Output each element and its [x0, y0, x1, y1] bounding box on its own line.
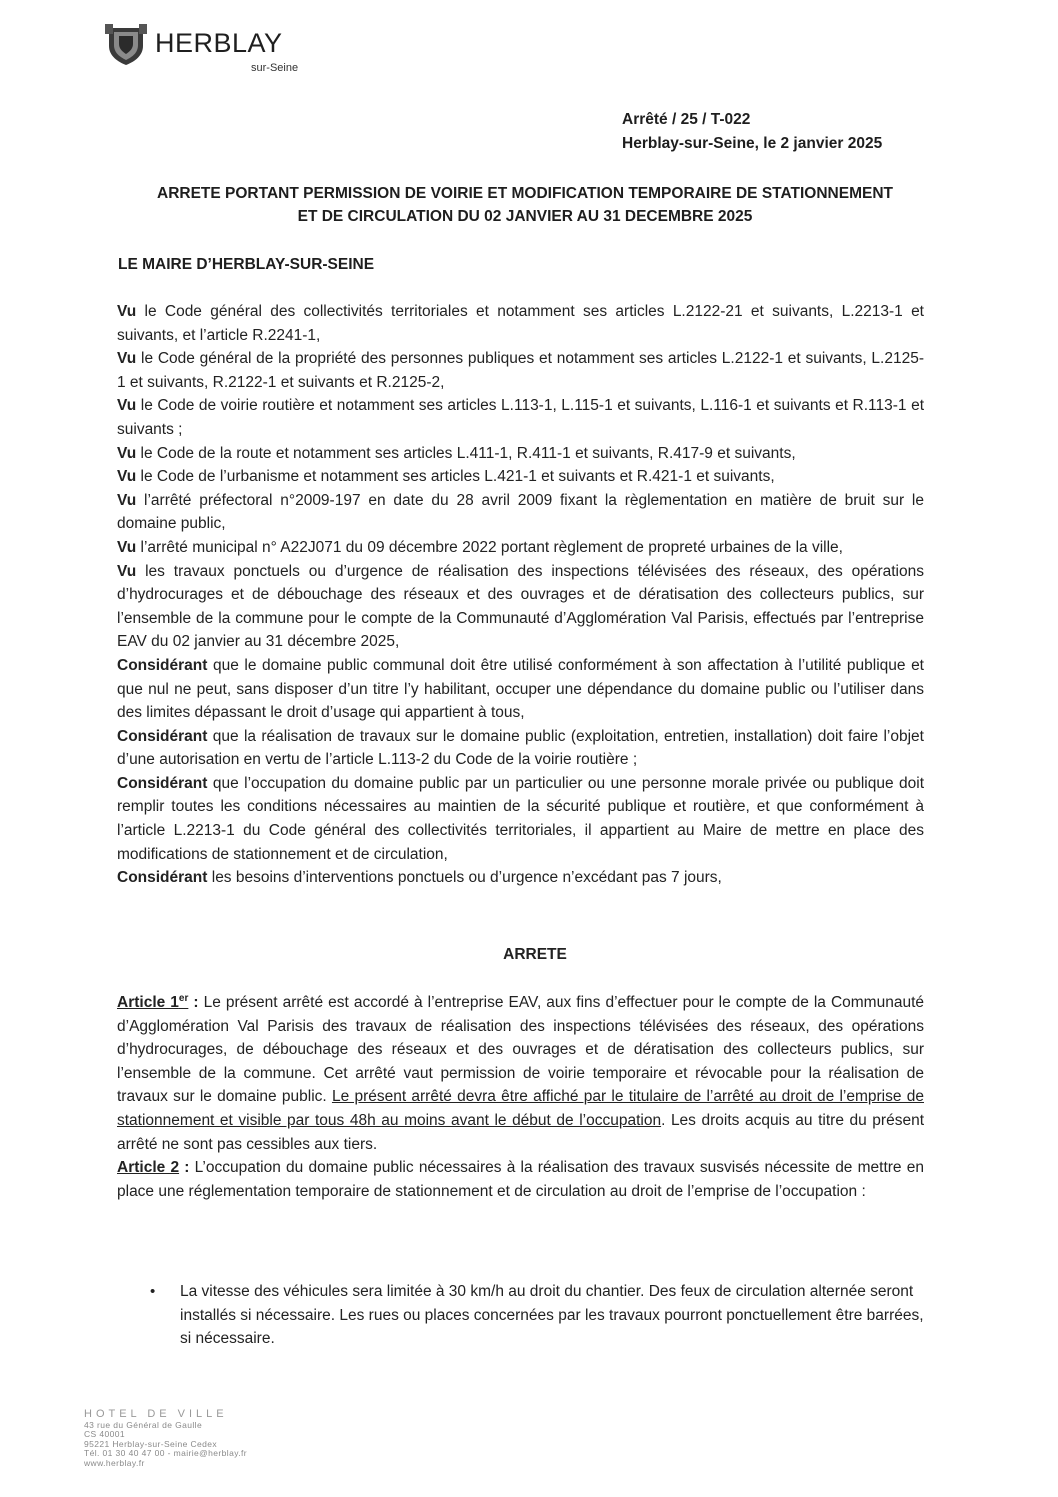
- recital-text: le Code général de la propriété des personnes publiques et notamment ses articles L.2122-1 et suivants, L.2125-1 et suivants, R.2122-1 et suivants et R.2125-2,: [117, 350, 924, 391]
- recital-item: [117, 866, 924, 890]
- footer-line: www.herblay.fr: [84, 1457, 145, 1468]
- bullet-icon: •: [150, 1283, 156, 1300]
- document-title: [110, 182, 940, 228]
- article-1-notice: Le présent arrêté devra être affiché par le titulaire de l’arrêté au droit de l’emprise de stationnement et visible par tous 48h au moins avant le début de l’occupation: [117, 1088, 924, 1129]
- article-1-text: Le présent arrêté est accordé à l’entreprise EAV, aux fins d’effectuer pour le compte de la Communauté d’Agglomération Val Parisis des travaux de réalisation des inspections télévisées des réseaux, des opérations d’hydrocurages, de débouchage des réseaux et des ouvrages et de dératisation des collecteurs publics, sur l’ensemble de la commune. Cet arrêté vaut permission de voirie temporaire et révocable pour la réalisation de travaux sur le domaine public.: [117, 994, 925, 1106]
- footer-line: Tél. 01 30 40 47 00 - mairie@herblay.fr: [84, 1448, 247, 1459]
- recital-item: [117, 300, 924, 347]
- decree-number: Arrêté / 25 / T-022: [622, 111, 751, 128]
- recital-text: que la réalisation de travaux sur le domaine public (exploitation, entretien, installation) doit faire l’objet d’une autorisation en vertu de l’article L.113-2 du Code de la voirie routière ;: [117, 727, 924, 769]
- articles-section: [117, 991, 924, 1203]
- recital-item: [117, 465, 924, 489]
- recital-lead: Vu: [117, 350, 137, 368]
- footer-line: CS 40001: [84, 1429, 126, 1440]
- recital-item: [117, 772, 924, 866]
- article-2: Article 2 : L’occupation du domaine public nécessaires à la réalisation des travaux susvisés nécessite de mettre en place une réglementation temporaire de stationnement et de circulation au droit de l’emprise de l’occupation :: [117, 1159, 924, 1200]
- recital-text: l’arrêté municipal n° A22J071 du 09 décembre 2022 portant règlement de propreté urbaines de la ville,: [136, 538, 843, 556]
- recital-lead: Vu: [117, 397, 137, 415]
- logo-subtitle: sur-Seine: [251, 62, 299, 74]
- recital-lead: Considérant: [117, 656, 208, 674]
- issuing-authority: LE MAIRE D’HERBLAY-SUR-SEINE: [118, 256, 375, 273]
- recital-item: [117, 560, 924, 654]
- footer-line: 95221 Herblay-sur-Seine Cedex: [84, 1438, 218, 1449]
- decree-reference-block: [622, 108, 882, 156]
- recital-item: [117, 442, 924, 466]
- recital-lead: Considérant: [117, 774, 208, 792]
- article-1-label: Article 1er: [117, 992, 189, 1011]
- recital-item: [117, 536, 924, 560]
- footer-address: [84, 1410, 384, 1469]
- recital-lead: Vu: [117, 562, 137, 580]
- article-1: Article 1er : Le présent arrêté est accordé à l’entreprise EAV, aux fins d’effectuer pour le compte de la Communauté d’Agglomération Val Parisis des travaux de réalisation des inspections télévisées des réseaux, des opérations d’hydrocurages, de débouchage des réseaux et des ouvrages et de dératisation des collecteurs publics, sur l’ensemble de la commune. Cet arrêté vaut permission de voirie temporaire et révocable pour la réalisation de travaux sur le domaine public. Le présent arrêté devra être affiché par le titulaire de l’arrêté au droit de l’emprise de stationnement et visible par tous 48h au moins avant le début de l’occupation. Les droits acquis au titre du présent arrêté ne sont pas cessibles aux tiers.: [117, 992, 925, 1153]
- place-and-date: Herblay-sur-Seine, le 2 janvier 2025: [622, 135, 883, 152]
- recital-text: le Code de la route et notamment ses articles L.411-1, R.411-1 et suivants, R.417-9 et suivants,: [136, 444, 796, 462]
- recital-text: les besoins d’interventions ponctuels ou d’urgence n’excédant pas 7 jours,: [207, 869, 722, 887]
- arrete-heading: ARRETE: [503, 946, 567, 963]
- recital-text: que le domaine public communal doit être utilisé conformément à son affectation à l’utilité publique et que nul ne peut, sans disposer d’un titre l’y habilitant, occuper une dépendance du domaine public ou l’utiliser dans des limites dépassant le droit d’usage qui appartient à tous,: [117, 656, 924, 722]
- recital-lead: Considérant: [117, 869, 208, 887]
- recital-item: [117, 489, 924, 536]
- article-2-label: Article 2: [117, 1159, 180, 1177]
- speed-limit-measure: La vitesse des véhicules sera limitée à 30 km/h au droit du chantier. Des feux de circulation alternée seront installés si nécessaire. Les rues ou places concernées par les travaux pourront ponctuellement être barrées, si nécessaire.: [180, 1283, 924, 1348]
- footer-line: 43 rue du Général de Gaulle: [84, 1419, 203, 1430]
- recital-item: [117, 725, 924, 772]
- recital-lead: Vu: [117, 468, 137, 486]
- article-1-tail: . Les droits acquis au titre du présent arrêté ne sont pas cessibles aux tiers.: [117, 1111, 925, 1153]
- recital-lead: Vu: [117, 444, 137, 462]
- title-line-1: ARRETE PORTANT PERMISSION DE VOIRIE ET MODIFICATION TEMPORAIRE DE STATIONNEMENT: [157, 185, 893, 202]
- recital-text: le Code de voirie routière et notamment ses articles L.113-1, L.115-1 et suivants, L.116-1 et suivants et R.113-1 et suivants ;: [117, 397, 924, 438]
- coat-of-arms-icon: [101, 24, 151, 66]
- recital-text: le Code de l’urbanisme et notamment ses articles L.421-1 et suivants et R.421-1 et suivants,: [136, 468, 775, 486]
- logo-wordmark: HERBLAY: [155, 28, 283, 58]
- recital-lead: Vu: [117, 538, 137, 556]
- title-line-2: ET DE CIRCULATION DU 02 JANVIER AU 31 DECEMBRE 2025: [297, 208, 753, 225]
- recital-text: l’arrêté préfectoral n°2009-197 en date du 28 avril 2009 fixant la règlementation en matière de bruit sur le domaine public,: [117, 491, 924, 533]
- recital-text: le Code général des collectivités territoriales et notamment ses articles L.2122-21 et suivants, L.2213-1 et suivants, et l’article R.2241-1,: [117, 303, 924, 344]
- recital-item: [117, 347, 924, 394]
- recital-lead: Vu: [117, 303, 137, 320]
- city-logo: [101, 22, 331, 80]
- recital-item: [117, 654, 924, 725]
- recital-lead: Considérant: [117, 727, 208, 745]
- article-2-text: L’occupation du domaine public nécessaires à la réalisation des travaux susvisés nécessite de mettre en place une réglementation temporaire de stationnement et de circulation au droit de l’emprise de l’occupation :: [117, 1159, 924, 1200]
- recital-text: les travaux ponctuels ou d’urgence de réalisation des inspections télévisées des réseaux, des opérations d’hydrocurages et de débouchage des réseaux et des ouvrages et de dératisation des collecteurs publics, sur l’ensemble de la commune pour le compte de la Communauté d’Agglomération Val Parisis, effectués par l’entreprise EAV du 02 janvier au 31 décembre 2025,: [117, 562, 924, 651]
- footer-title: HOTEL DE VILLE: [84, 1408, 228, 1420]
- recitals-section: [117, 300, 924, 890]
- recital-text: que l’occupation du domaine public par un particulier ou une personne morale privée ou publique doit remplir toutes les conditions nécessaires au maintien de la sécurité publique et routière, et que conformément à l’article L.2213-1 du Code général des collectivités territoriales, il appartient au Maire de mettre en place des modifications de stationnement et de circulation,: [117, 774, 924, 863]
- recital-lead: Vu: [117, 491, 137, 509]
- recital-item: [117, 394, 924, 441]
